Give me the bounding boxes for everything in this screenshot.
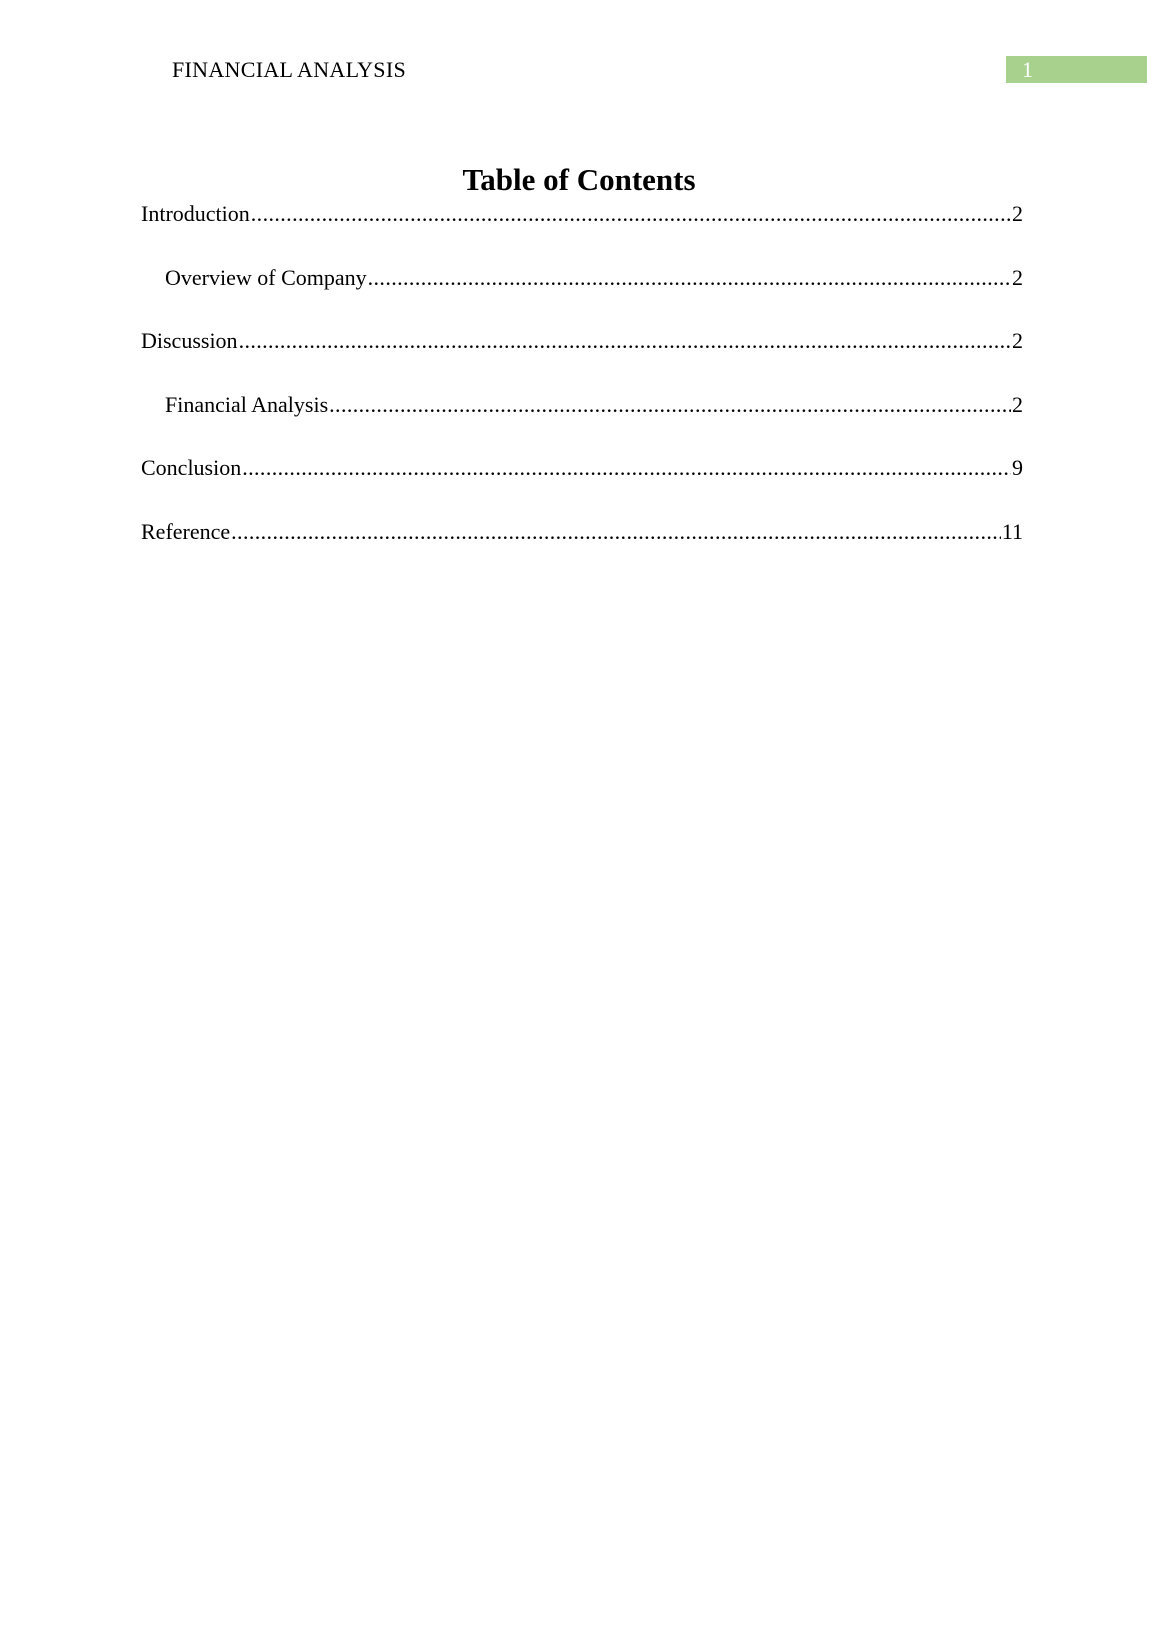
toc-entry-page: 2 [1012, 264, 1023, 290]
toc-dot-leader [231, 519, 1001, 545]
toc-dot-leader [242, 455, 1011, 481]
page-number: 1 [1022, 57, 1033, 82]
toc-entry-label: Conclusion [141, 455, 242, 480]
toc-entry-label: Introduction [141, 201, 250, 226]
toc-entry-label: Financial Analysis [165, 391, 329, 417]
toc-entry-page: 2 [1012, 201, 1023, 226]
toc-entry-page: 2 [1012, 391, 1023, 417]
toc-entry-conclusion[interactable] [141, 455, 1023, 519]
toc-entry-page: 9 [1012, 455, 1023, 480]
toc-dot-leader [239, 328, 1011, 354]
toc-list [141, 201, 1023, 582]
toc-entry-overview-of-company[interactable] [141, 265, 1023, 329]
toc-dot-leader [329, 392, 1011, 418]
header-title: FINANCIAL ANALYSIS [172, 57, 407, 82]
toc-dot-leader [251, 201, 1011, 227]
toc-entry-label: Overview of Company [165, 264, 367, 290]
toc-entry-introduction[interactable] [141, 201, 1023, 265]
toc-dot-leader [368, 265, 1011, 291]
page-number-box [1006, 56, 1147, 83]
toc-entry-reference[interactable] [141, 519, 1023, 583]
toc-entry-page: 11 [1001, 518, 1023, 544]
toc-entry-discussion[interactable] [141, 328, 1023, 392]
toc-entry-page: 2 [1012, 328, 1023, 353]
toc-entry-financial-analysis[interactable] [141, 392, 1023, 456]
toc-heading: Table of Contents [462, 162, 696, 197]
toc-entry-label: Discussion [141, 328, 238, 353]
toc-entry-label: Reference [141, 518, 231, 544]
